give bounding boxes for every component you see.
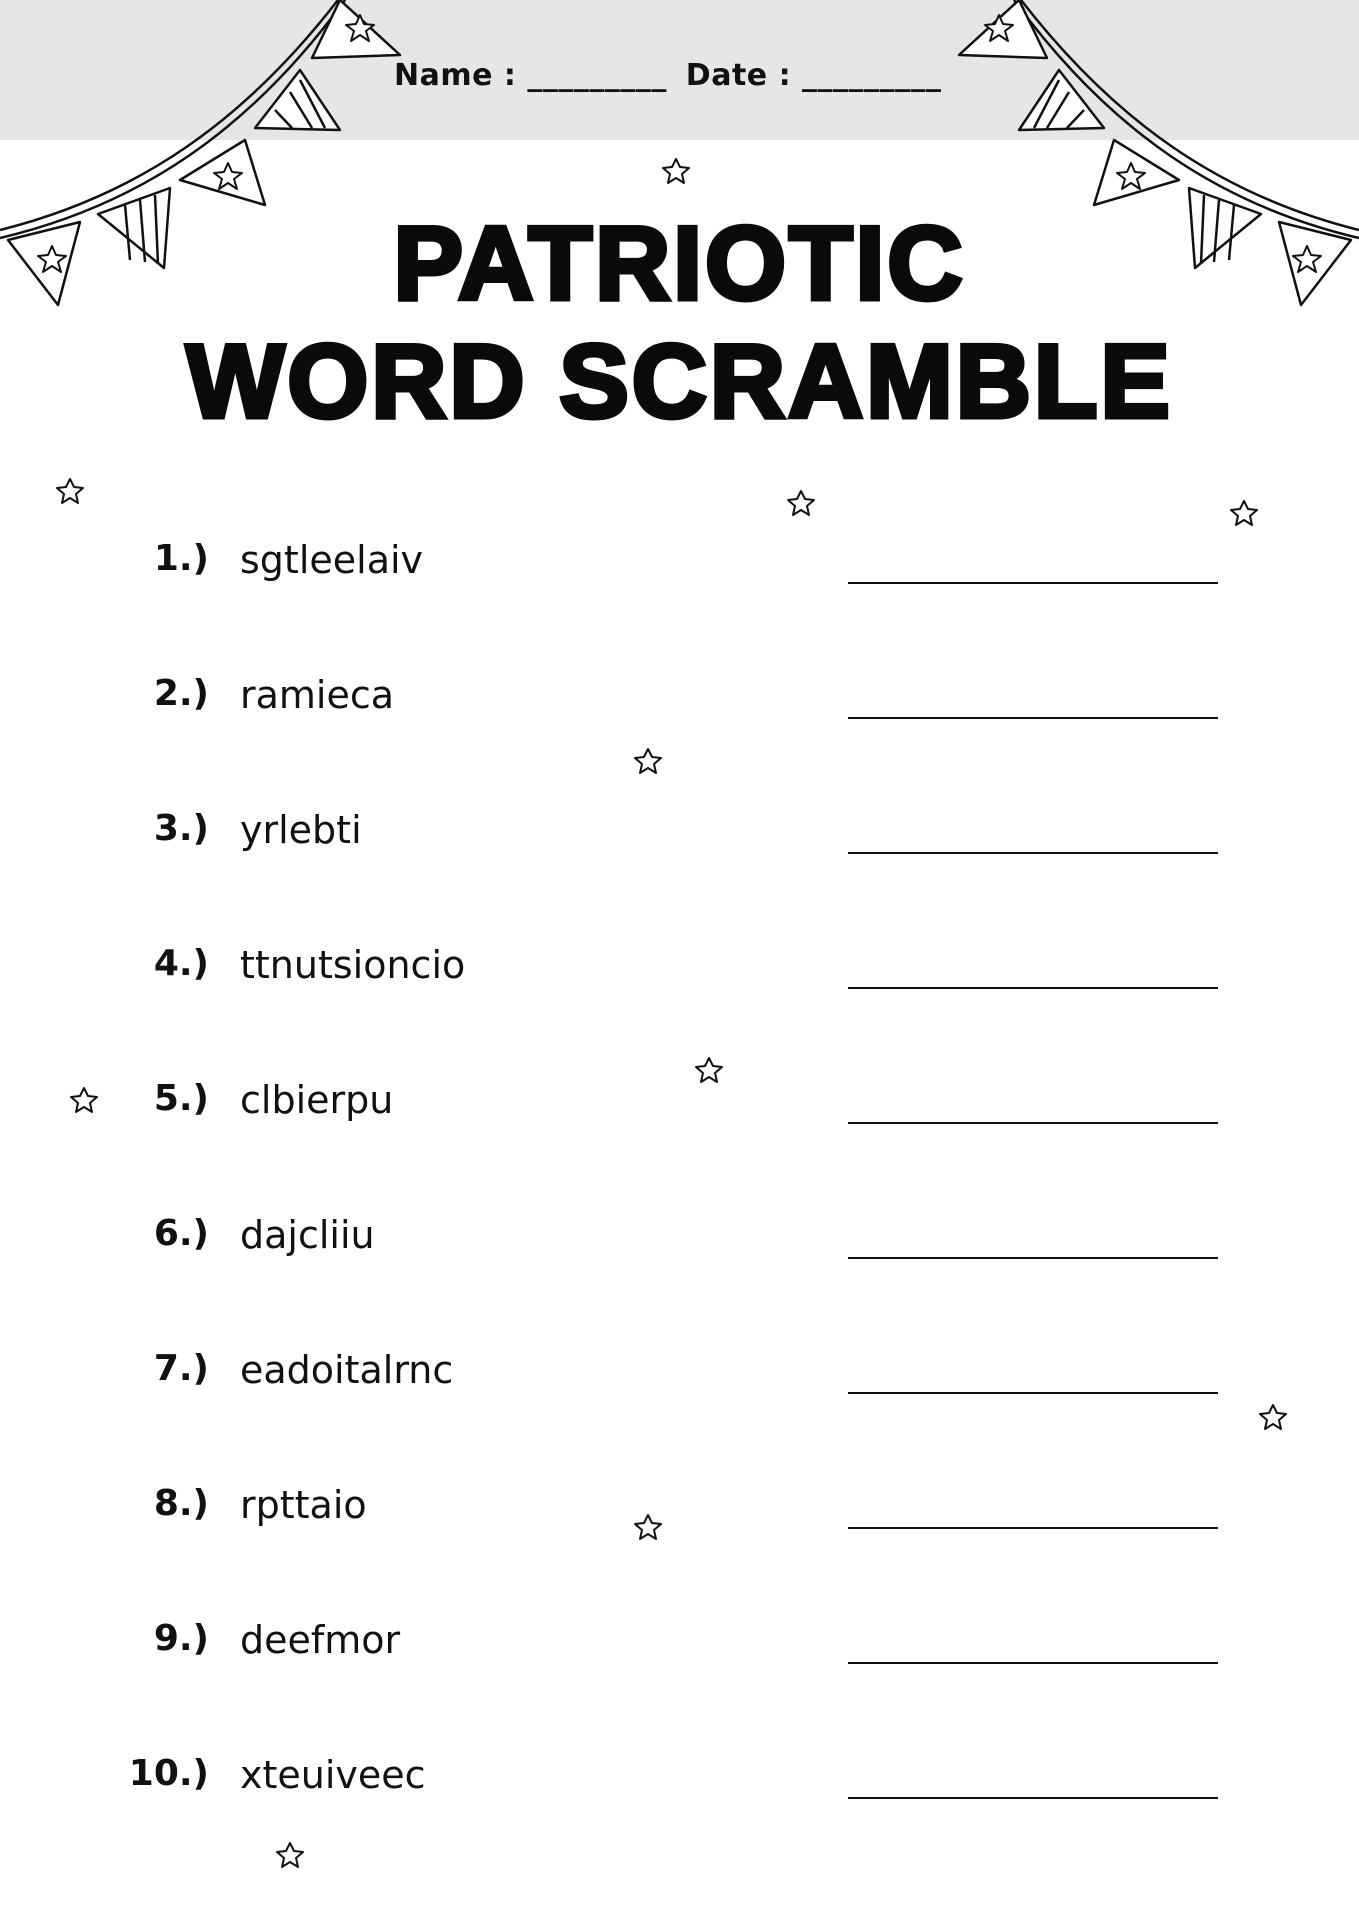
scrambled-word: eadoitalrnc (240, 1348, 454, 1392)
name-field-label: Name : _________ (394, 58, 667, 93)
item-number: 2.) (153, 673, 209, 714)
star-icon (274, 1840, 306, 1872)
star-icon (54, 476, 86, 508)
answer-blank[interactable] (848, 1662, 1218, 1664)
list-item (0, 943, 1359, 1003)
list-item (0, 1483, 1359, 1543)
scrambled-word: xteuiveec (240, 1753, 426, 1797)
star-icon (785, 488, 817, 520)
answer-blank[interactable] (848, 1257, 1218, 1259)
item-number: 8.) (153, 1483, 209, 1524)
scrambled-word: sgtleelaiv (240, 538, 424, 582)
list-item (0, 808, 1359, 868)
answer-blank[interactable] (848, 1392, 1218, 1394)
item-number: 4.) (153, 943, 209, 984)
star-icon (1228, 498, 1260, 530)
answer-blank[interactable] (848, 852, 1218, 854)
item-number: 5.) (153, 1078, 209, 1119)
star-icon (660, 156, 692, 188)
scrambled-word: rpttaio (240, 1483, 367, 1527)
item-number: 3.) (153, 808, 209, 849)
scrambled-word: clbierpu (240, 1078, 394, 1122)
list-item (0, 1618, 1359, 1678)
list-item (0, 538, 1359, 598)
scrambled-word: ttnutsioncio (240, 943, 466, 987)
answer-blank[interactable] (848, 717, 1218, 719)
item-number: 7.) (153, 1348, 209, 1389)
star-icon (632, 746, 664, 778)
answer-blank[interactable] (848, 582, 1218, 584)
item-number: 6.) (153, 1213, 209, 1254)
date-field-label: Date : _________ (685, 58, 942, 93)
list-item (0, 1213, 1359, 1273)
title-line-2: WORD SCRAMBLE (186, 324, 1173, 440)
scrambled-word: dajcliiu (240, 1213, 375, 1257)
list-item (0, 1753, 1359, 1813)
title-line-1: PATRIOTIC (393, 206, 966, 322)
answer-blank[interactable] (848, 987, 1218, 989)
item-number: 1.) (153, 538, 209, 579)
item-number: 9.) (153, 1618, 209, 1659)
item-number: 10.) (128, 1753, 209, 1794)
scrambled-word: yrlebti (240, 808, 362, 852)
list-item (0, 1348, 1359, 1408)
answer-blank[interactable] (848, 1797, 1218, 1799)
list-item (0, 1078, 1359, 1138)
answer-blank[interactable] (848, 1527, 1218, 1529)
scrambled-word: ramieca (240, 673, 395, 717)
scrambled-word: deefmor (240, 1618, 401, 1662)
list-item (0, 673, 1359, 733)
answer-blank[interactable] (848, 1122, 1218, 1124)
